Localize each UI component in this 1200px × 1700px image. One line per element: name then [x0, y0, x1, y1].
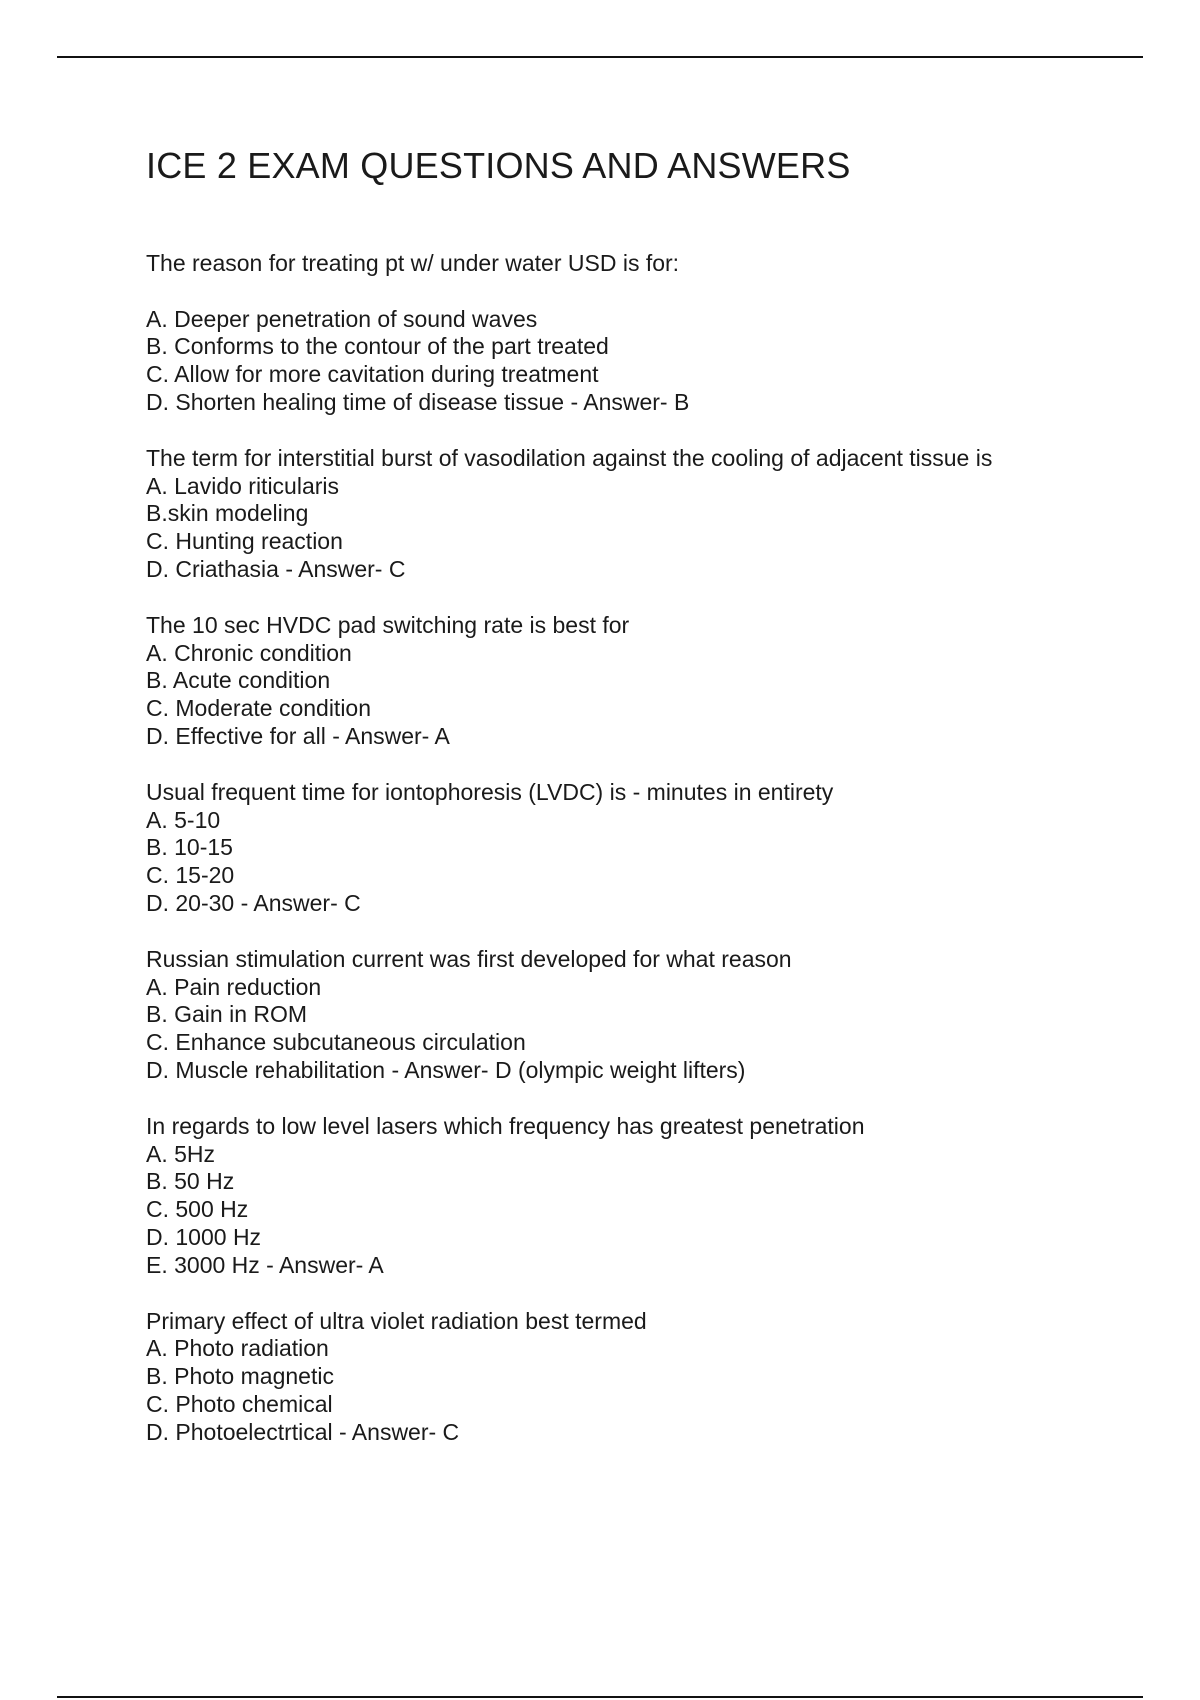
answer-option: C. 15-20: [146, 862, 235, 889]
answer-option: C. Moderate condition: [146, 695, 372, 722]
question-prompt: In regards to low level lasers which frequency has greatest penetration: [146, 1112, 865, 1139]
question-prompt: The reason for treating pt w/ under water USD is for:: [146, 250, 680, 276]
question-block: [146, 779, 1146, 918]
answer-option: A. Pain reduction: [146, 973, 322, 1000]
answer-option: C. 500 Hz: [146, 1196, 249, 1223]
question-block: [146, 946, 1146, 1085]
answer-option: A. Chronic condition: [146, 639, 352, 666]
answer-option: D. 20-30 - Answer- C: [146, 889, 361, 916]
answer-option: D. 1000 Hz: [146, 1223, 262, 1250]
answer-option: D. Photoelectrtical - Answer- C: [146, 1418, 460, 1445]
answer-option: D. Criathasia - Answer- C: [146, 555, 406, 582]
answer-option: B. Gain in ROM: [146, 1001, 308, 1028]
answer-option: B. Photo magnetic: [146, 1363, 334, 1390]
answer-option: B. Conforms to the contour of the part treated: [146, 333, 609, 360]
answer-option: C. Hunting reaction: [146, 528, 343, 555]
answer-option: B.skin modeling: [146, 500, 309, 527]
bottom-rule: [57, 1696, 1143, 1698]
answer-option: B. Acute condition: [146, 667, 331, 694]
answer-option: E. 3000 Hz - Answer- A: [146, 1251, 384, 1278]
answer-option: A. 5-10: [146, 806, 221, 833]
answer-option: D. Shorten healing time of disease tissue - Answer- B: [146, 388, 690, 415]
question-prompt: Russian stimulation current was first developed for what reason: [146, 945, 792, 972]
top-rule: [57, 56, 1143, 58]
question-block: [146, 445, 1146, 584]
answer-option: A. Photo radiation: [146, 1335, 329, 1362]
page-title: ICE 2 EXAM QUESTIONS AND ANSWERS: [146, 145, 851, 186]
question-prompt: The 10 sec HVDC pad switching rate is best for: [146, 611, 630, 638]
answer-option: A. 5Hz: [146, 1140, 216, 1167]
question-prompt: The term for interstitial burst of vasodilation against the cooling of adjacent tissue is: [146, 444, 993, 471]
question-prompt: Usual frequent time for iontophoresis (LVDC) is - minutes in entirety: [146, 778, 834, 805]
answer-option: B. 10-15: [146, 834, 233, 861]
answer-option: D. Effective for all - Answer- A: [146, 722, 450, 749]
answer-option: D. Muscle rehabilitation - Answer- D (olympic weight lifters): [146, 1056, 746, 1083]
question-block: [146, 1308, 1146, 1447]
answer-option: C. Allow for more cavitation during treatment: [146, 361, 599, 388]
answer-option: C. Enhance subcutaneous circulation: [146, 1029, 526, 1056]
question-block: [146, 1113, 1146, 1280]
document-body: [146, 142, 1146, 1446]
answer-option: B. 50 Hz: [146, 1168, 235, 1195]
answer-option: C. Photo chemical: [146, 1390, 333, 1417]
question-prompt: Primary effect of ultra violet radiation best termed: [146, 1307, 647, 1334]
question-block: [146, 250, 1146, 417]
question-block: [146, 612, 1146, 751]
answer-option: A. Lavido riticularis: [146, 472, 340, 499]
answer-option: A. Deeper penetration of sound waves: [146, 305, 538, 332]
